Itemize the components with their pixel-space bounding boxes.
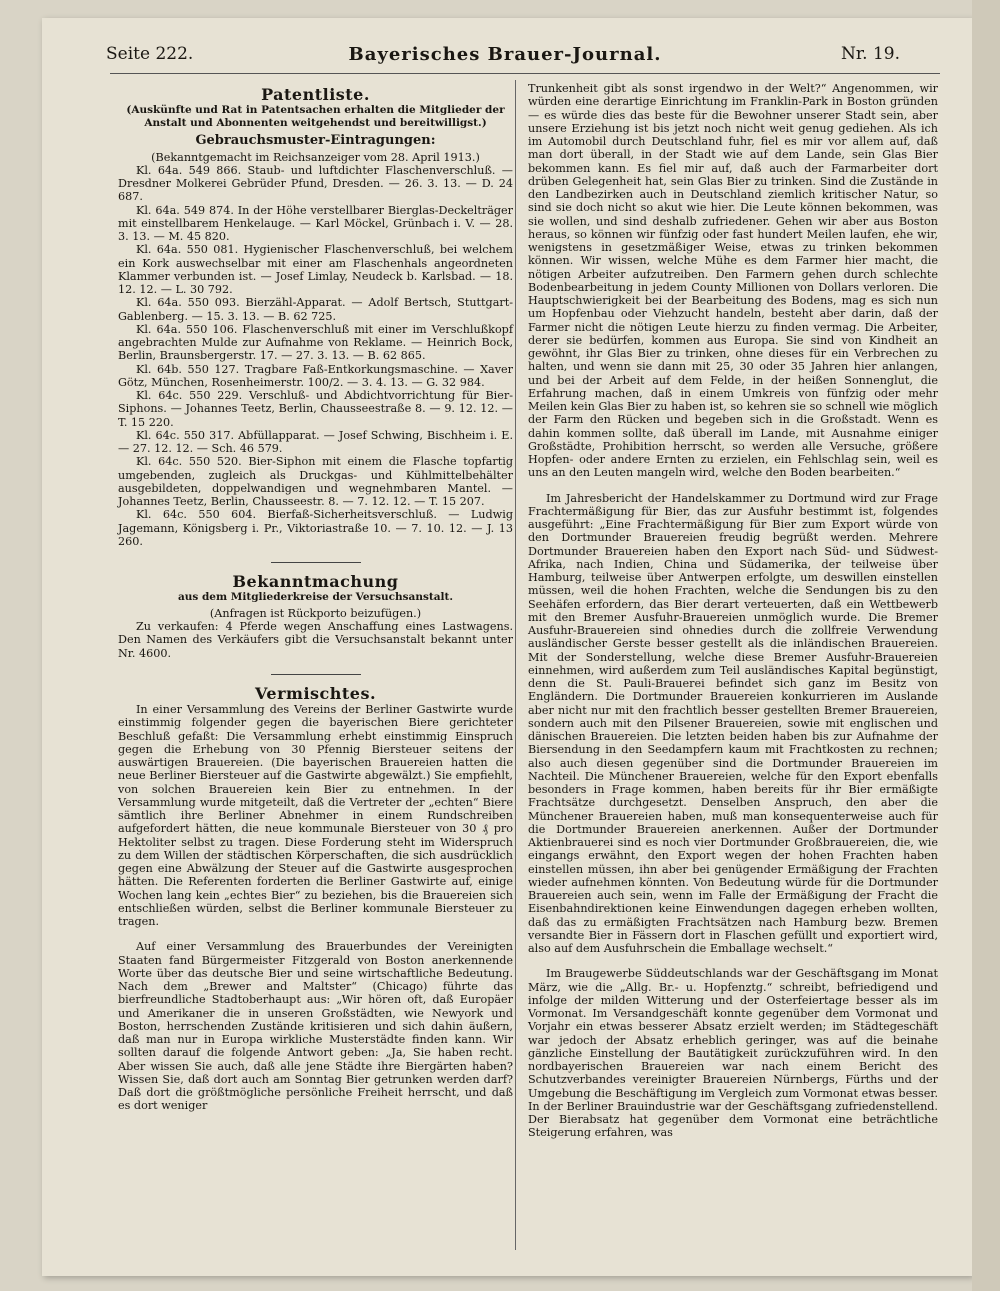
patent-entry: Kl. 64a. 549 874. In der Höhe verstellbarer Bierglas-Deckelträger mit einstellbarem Henkelauge. — Karl Möckel, Grünbach i. V. — 28. 3. 13. — M. 45 820. bbox=[118, 203, 513, 243]
patent-entry: Kl. 64a. 550 081. Hygienischer Flaschenverschluß, bei welchem ein Kork auswechselbar mit einer am Flaschenhals angeordneten Klammer verbunden ist. — Josef Limlay, Neudeck b. Karlsbad. — 18. 12. 12. — L. 30 792. bbox=[118, 243, 513, 296]
announcement-title: Bekanntmachung bbox=[232, 572, 399, 591]
article-paragraph: In einer Versammlung des Vereins der Berliner Gastwirte wurde einstimmig folgender gegen die bayerischen Biere gerichteter Beschluß gefaßt: Die Versammlung erhebt einstimmig Einspruch gegen die Erhebung von 30 Pfennig Biersteuer seitens der auswärtigen Brauereien. (Die bayerischen Brauereien hatten die neue Berliner Biersteuer auf die Gastwirte abgewälzt.) Sie empfiehlt, von solchen Brauereien kein Bier zu entnehmen. In der Versammlung wurde mitgeteilt, daß die Vertreter der „echten“ Biere sämtlich ihre Berliner Abnehmer in einem Rundschreiben aufgefordert hätten, die neue kommunale Biersteuer von 30 ₰ pro Hektoliter selbst zu tragen. Diese Forderung steht im Widerspruch zu dem Willen der städtischen Körperschaften, die sich ausdrücklich gegen eine Abwälzung der Steuer auf die Gastwirte ausgesprochen hätten. Die Referenten forderten die Berliner Gastwirte auf, einige Wochen lang kein „echtes Bier“ zu beziehen, bis die Brauereien sich entschließen würden, selbst die Berliner kommunale Biersteuer zu tragen. bbox=[118, 703, 513, 928]
patent-list-subtitle: (Auskünfte und Rat in Patentsachen erhalten die Mitglieder der Anstalt und Abonnenten weitgehendst und bereitwilligst.) bbox=[126, 104, 505, 129]
issue-number: Nr. 19. bbox=[841, 44, 900, 64]
page-number: Seite 222. bbox=[106, 44, 194, 64]
announcement-note: (Anfragen ist Rückporto beizufügen.) bbox=[209, 606, 422, 620]
patent-entry: Kl. 64a. 550 106. Flaschenverschluß mit einer im Verschlußkopf angebrachten Mulde zur Aufnahme von Reklame. — Heinrich Bock, Berlin, Braunsbergerstr. 17. — 27. 3. 13. — B. 62 865. bbox=[118, 322, 513, 363]
patent-entry: Kl. 64c. 550 520. Bier-Siphon mit einem die Flasche topfartig umgebenden, zugleich als Druckgas- und Kühlmittelbehälter ausgebildeten, doppelwandigen und wegnehmbaren Mantel. — Johannes Teetz, Berlin, Chausseestr. 8. — 7. 12. 12. — T. 15 207. bbox=[118, 455, 513, 508]
announcement-subtitle: aus dem Mitgliederkreise der Versuchsanstalt. bbox=[177, 591, 454, 604]
patent-entry: Kl. 64b. 550 127. Tragbare Faß-Entkorkungsmaschine. — Xaver Götz, München, Rosenheimerstr. 100/2. — 3. 4. 13. — G. 32 984. bbox=[118, 362, 513, 389]
page-header bbox=[70, 44, 940, 70]
patent-entry: Kl. 64c. 550 229. Verschluß- und Abdichtvorrichtung für Bier-Siphons. — Johannes Teetz, Berlin, Chausseestraße 8. — 9. 12. 12. — T. 15 220. bbox=[118, 389, 513, 429]
patent-entry: Kl. 64c. 550 317. Abfüllapparat. — Josef Schwing, Bischheim i. E. — 27. 12. 12. — Sch. 46 579. bbox=[118, 428, 513, 455]
page-edge bbox=[972, 0, 1000, 1291]
patent-entry: Kl. 64c. 550 604. Bierfaß-Sicherheitsverschluß. — Ludwig Jagemann, Königsberg i. Pr., Viktoriastraße 10. — 7. 10. 12. — J. 13 260. bbox=[118, 508, 513, 548]
patent-entry: Kl. 64a. 549 866. Staub- und luftdichter Flaschenverschluß. — Dresdner Molkerei Gebrüder Pfund, Dresden. — 26. 3. 13. — D. 24 687. bbox=[118, 163, 513, 204]
article-paragraph: Auf einer Versammlung des Brauerbundes der Vereinigten Staaten fand Bürgermeister Fitzgerald von Boston anerkennende Worte über das deutsche Bier und seine wirtschaftliche Bedeutung. Nach dem „Brewer and Maltster“ (Chicago) führte das bierfreundliche Stadtoberhaupt aus: „Wir hören oft, daß Europäer und Amerikaner die in unseren Großstädten, wie Newyork und Boston, herrschenden Zustände kritisieren und sich dahin äußern, daß man nur in Europa wirkliche Musterstädte finden kann. Wir sollten darauf die folgende Antwort geben: „Ja, Sie haben recht. Aber wissen Sie auch, daß alle jene Städte ihre Biergärten haben? Wissen Sie, daß dort auch am Sonntag Bier getrunken werden darf? Daß dort die größtmögliche persönliche Freiheit herrscht, und daß es dort weniger bbox=[118, 940, 513, 1113]
patent-entry: Kl. 64a. 550 093. Bierzähl-Apparat. — Adolf Bertsch, Stuttgart-Gablenberg. — 15. 3. 13. — B. 62 725. bbox=[118, 296, 513, 323]
announcement-text: Zu verkaufen: 4 Pferde wegen Anschaffung eines Lastwagens. Den Namen des Verkäufers gibt die Versuchsanstalt bekannt unter Nr. 4600. bbox=[118, 620, 513, 660]
article-paragraph: Trunkenheit gibt als sonst irgendwo in der Welt?“ Angenommen, wir würden eine derartige Einrichtung im Franklin-Park in Boston gründen — es würde dies das beste für die Bewohner unserer Stadt sein, aber unsere Erziehung ist bis jetzt noch nicht weit genug gediehen. Als ich im Automobil durch Deutschland fuhr, fiel es mir vor allem auf, daß man dort überall, in der Stadt wie auf dem Lande, sein Glas Bier bekommen kann. Es fiel mir auf, daß auch der Farmarbeiter dort drüben Gelegenheit hat, sein Glas Bier zu trinken. Sind die Zustände in den Landbezirken auch in Deutschland ziemlich kritischer Natur, so sind sie doch nicht so akut wie hier. Die Leute können bekommen, was sie wollen, und sind deshalb zufriedener. Gehen wir aber aus Boston heraus, so können wir fünfzig oder fast hundert Meilen laufen, ehe wir, wenigstens in gesetzmäßiger Weise, etwas zu trinken bekommen können. Wir wissen, welche Mühe es dem Farmer hier macht, die nötigen Arbeiter aufzutreiben. Den Farmern gehen durch schlechte Bodenbearbeitung in jedem County Millionen von Dollars verloren. Die Hauptschwierigkeit bei der Bearbeitung des Bodens, mag es sich nun um Hopfenbau oder Viehzucht handeln, besteht aber darin, daß der Farmer nicht die nötigen Leute hierzu zu finden vermag. Die Arbeiter, derer sie bedürfen, kommen aus Europa. Sie sind von Kindheit an gewöhnt, ihr Glas Bier zu trinken, ohne dieses für ein Verbrechen zu halten, und wenn sie dann mit 25, 30 oder 35 Jahren hier anlangen, und bei der Arbeit auf dem Felde, in der heißen Sonnenglut, die Erfahrung machen, daß in einem Umkreis von fünfzig oder mehr Meilen kein Glas Bier zu haben ist, so kehren sie so schnell wie möglich der Farm den Rücken und begeben sich in die Großstadt. Wenn es dahin kommen sollte, daß überall im Lande, mit Ausnahme einiger Großstädte, Prohibition herrscht, so werden alle Versuche, größere Hopfen- oder andere Ernten zu erzielen, ein Fehlschlag sein, weil es uns an den Leuten mangeln wird, welche den Boden bearbeiten.“ bbox=[528, 82, 938, 480]
miscellaneous-title: Vermischtes. bbox=[254, 683, 377, 703]
article-paragraph: Im Jahresbericht der Handelskammer zu Dortmund wird zur Frage Frachtermäßigung für Bier, das zur Ausfuhr bestimmt ist, folgendes ausgeführt: „Eine Frachtermäßigung für Bier zum Export würde von den Dortmunder Brauereien freudig begrüßt werden. Mehrere Dortmunder Brauereien haben den Export nach Süd- und Südwest-Afrika, nach Indien, China und Südamerika, der teilweise über Hamburg, teilweise über Antwerpen erfolgte, um deswillen einstellen müssen, weil die hohen Frachten, welche die Sendungen bis zu den Seehäfen erfordern, das Bier derart verteuerten, daß ein Wettbewerb mit den Bremer Ausfuhr-Brauereien unmöglich wurde. Die Bremer Ausfuhr-Brauereien sind ohnedies durch die zollfreie Verwendung ausländischer Gerste besser gestellt als die inländischen Brauereien. Mit der Sonderstellung, welche diese Bremer Ausfuhr-Brauereien einnehmen, wird außerdem zum Teil ausländisches Kapital begünstigt, denn die St. Pauli-Brauerei befindet sich ganz im Besitz von Engländern. Die Dortmunder Brauereien konkurrieren im Auslande aber nicht nur mit den frachtlich besser gestellten Bremer Brauereien, sondern auch mit den Pilsener Brauereien, sowie mit englischen und dänischen Brauereien. Die letzten beiden haben bis zur Aufnahme der Biersendung in den Seedampfern kaum mit Frachtkosten zu rechnen; also auch diesen gegenüber sind die Dortmunder Brauereien im Nachteil. Die Münchener Brauereien, welche für den Export ebenfalls besonders in Frage kommen, haben bereits für ihr Bier ermäßigte Frachtsätze durchgesetzt. Denselben Anspruch, den aber die Münchener Brauereien haben, muß man konsequenterweise auch für die Dortmunder Brauereien anerkennen. Außer der Dortmunder Aktienbrauerei sind es noch vier Dortmunder Großbrauereien, die, wie eingangs erwähnt, den Export wegen der hohen Frachten haben einstellen müssen, ihn aber bei genügender Ermäßigung der Frachten wieder aufnehmen könnten. Von Bedeutung würde für die Dortmunder Brauereien auch sein, wenn im Falle der Ermäßigung der Fracht die Eisenbahndirektionen keine Einwendungen dagegen erheben wollten, daß das zu ermäßigten Frachtsätzen nach Hamburg bezw. Bremen versandte Bier in Fässern dort in Flaschen gefüllt und exportiert wird, also auf dem Ausfuhrschein die Emballage wechselt.“ bbox=[528, 491, 938, 955]
article-paragraph: Im Braugewerbe Süddeutschlands war der Geschäftsgang im Monat März, wie die „Allg. Br.- u. Hopfenztg.“ schreibt, befriedigend und infolge der milden Witterung und der Osterfeiertage besser als im Vormonat. Im Versandgeschäft konnte gegenüber dem Vormonat und Vorjahr ein etwas besserer Absatz erzielt werden; im Städtegeschäft war jedoch der Absatz erheblich geringer, was auf die beinahe gänzliche Einstellung der Bautätigkeit zurückzuführen wird. In den nordbayerischen Brauereien war nach einem Bericht des Schutzverbandes vereinigter Brauereien Nürnbergs, Fürths und der Umgebung die Beschäftigung im Vergleich zum Vormonat etwas besser. In der Berliner Brauindustrie war der Geschäftsgang zufriedenstellend. Der Bierabsatz hat gegenüber dem Vormonat eine beträchtliche Steigerung erfahren, was bbox=[528, 967, 938, 1140]
patent-list-title: Patentliste. bbox=[261, 85, 370, 104]
header-rule bbox=[110, 73, 940, 74]
section-divider bbox=[271, 562, 361, 563]
right-column bbox=[528, 82, 938, 1140]
publication-note: (Bekanntgemacht im Reichsanzeiger vom 28. April 1913.) bbox=[151, 150, 480, 164]
journal-title: Bayerisches Brauer-Journal. bbox=[348, 44, 662, 65]
section-divider bbox=[271, 674, 361, 675]
utility-model-title: Gebrauchsmuster-Eintragungen: bbox=[195, 133, 436, 149]
left-column bbox=[118, 82, 513, 1113]
column-separator bbox=[515, 80, 516, 1250]
